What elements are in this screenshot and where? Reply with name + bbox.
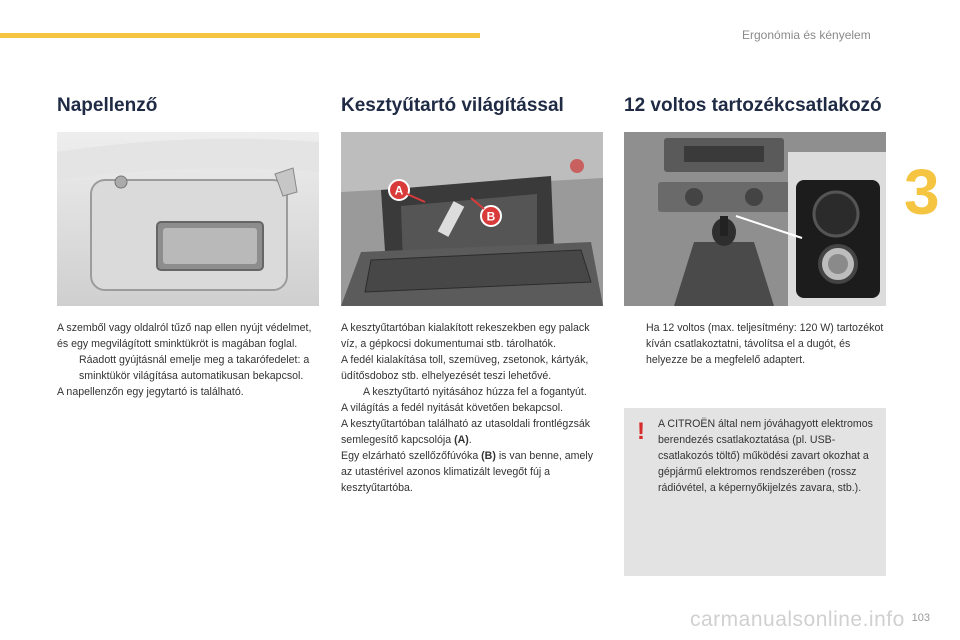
paragraph — [341, 416, 603, 448]
paragraph: A kesztyűtartóban kialakított rekeszekben egy palack víz, a gépkocsi dokumentumai stb. tárolhatók. — [341, 322, 590, 350]
body-12v-socket — [624, 320, 886, 368]
bullet-text: A kesztyűtartó nyitásához húzza fel a fogantyút. — [363, 386, 587, 398]
bold-run: (B) — [481, 450, 496, 462]
page-number: 103 — [911, 612, 930, 624]
sun-visor-photo — [57, 132, 319, 306]
text-run: . — [468, 434, 472, 446]
callout-a-label: A — [394, 183, 404, 198]
heading-glovebox: Kesztyűtartó világítással — [341, 95, 564, 116]
paragraph: A fedél kialakítása toll, szemüveg, zsetonok, kártyák, üdítősdoboz stb. elhelyezését teszi lehetővé. — [341, 354, 589, 382]
paragraph: A világítás a fedél nyitását követően bekapcsol. — [341, 402, 564, 414]
column-12v-socket — [624, 92, 886, 368]
socket-photo — [624, 132, 886, 306]
callout-b-label: B — [486, 209, 496, 224]
heading-12v-socket: 12 voltos tartozékcsatlakozó — [624, 95, 882, 116]
bold-run: (A) — [454, 434, 469, 446]
chapter-number: 3 — [904, 156, 940, 228]
text-run: A kesztyűtartóban található az utasoldali frontlégzsák semlegesítő kapcsolója — [341, 418, 591, 446]
text-run: Egy elzárható szellőzőfúvóka — [341, 450, 482, 462]
bullet-icon — [624, 320, 646, 368]
bullet-text: Ha 12 voltos (max. teljesítmény: 120 W) tartozékot kíván csatlakoztatni, távolítsa el a dugót, és helyezze be a megfelelő adaptert. — [646, 322, 884, 366]
warning-icon: ! — [637, 418, 645, 445]
paragraph: A szemből vagy oldalról tűző nap ellen nyújt védelmet, és egy megvilágított sminktükröt is magában foglal. — [57, 322, 312, 350]
bullet-icon — [57, 352, 79, 384]
bullet-item — [57, 352, 319, 384]
glovebox-photo — [341, 132, 603, 306]
heading-sun-visor: Napellenző — [57, 95, 158, 116]
paragraph — [341, 448, 603, 496]
warning-text: A CITROËN által nem jóváhagyott elektromos berendezés csatlakoztatása (pl. USB-csatlakozós töltő) működési zavart okozhat a gépjármű elektromos rendszerében (rossz rádióvétel, a képernyőkijelzés zavara, stb.). — [658, 418, 873, 494]
column-sun-visor — [57, 92, 319, 400]
bullet-item — [624, 320, 886, 368]
bullet-text: Ráadott gyújtásnál emelje meg a takarófedelet: a sminktükör világítása automatikusan bekapcsol. — [79, 354, 310, 382]
section-title: Ergonómia és kényelem — [742, 28, 871, 42]
bullet-icon — [341, 384, 363, 400]
column-glovebox — [341, 92, 603, 496]
body-sun-visor — [57, 320, 319, 400]
watermark: carmanualsonline.info — [690, 608, 905, 631]
text-run: is van benne, amely az utastérivel azonos klimatizált levegőt fúj a kesztyűtartóba. — [341, 450, 594, 494]
warning-box — [624, 408, 886, 576]
top-accent-bar — [0, 33, 480, 38]
bullet-item — [341, 384, 603, 400]
paragraph: A napellenzőn egy jegytartó is található. — [57, 386, 244, 398]
body-glovebox — [341, 320, 603, 496]
